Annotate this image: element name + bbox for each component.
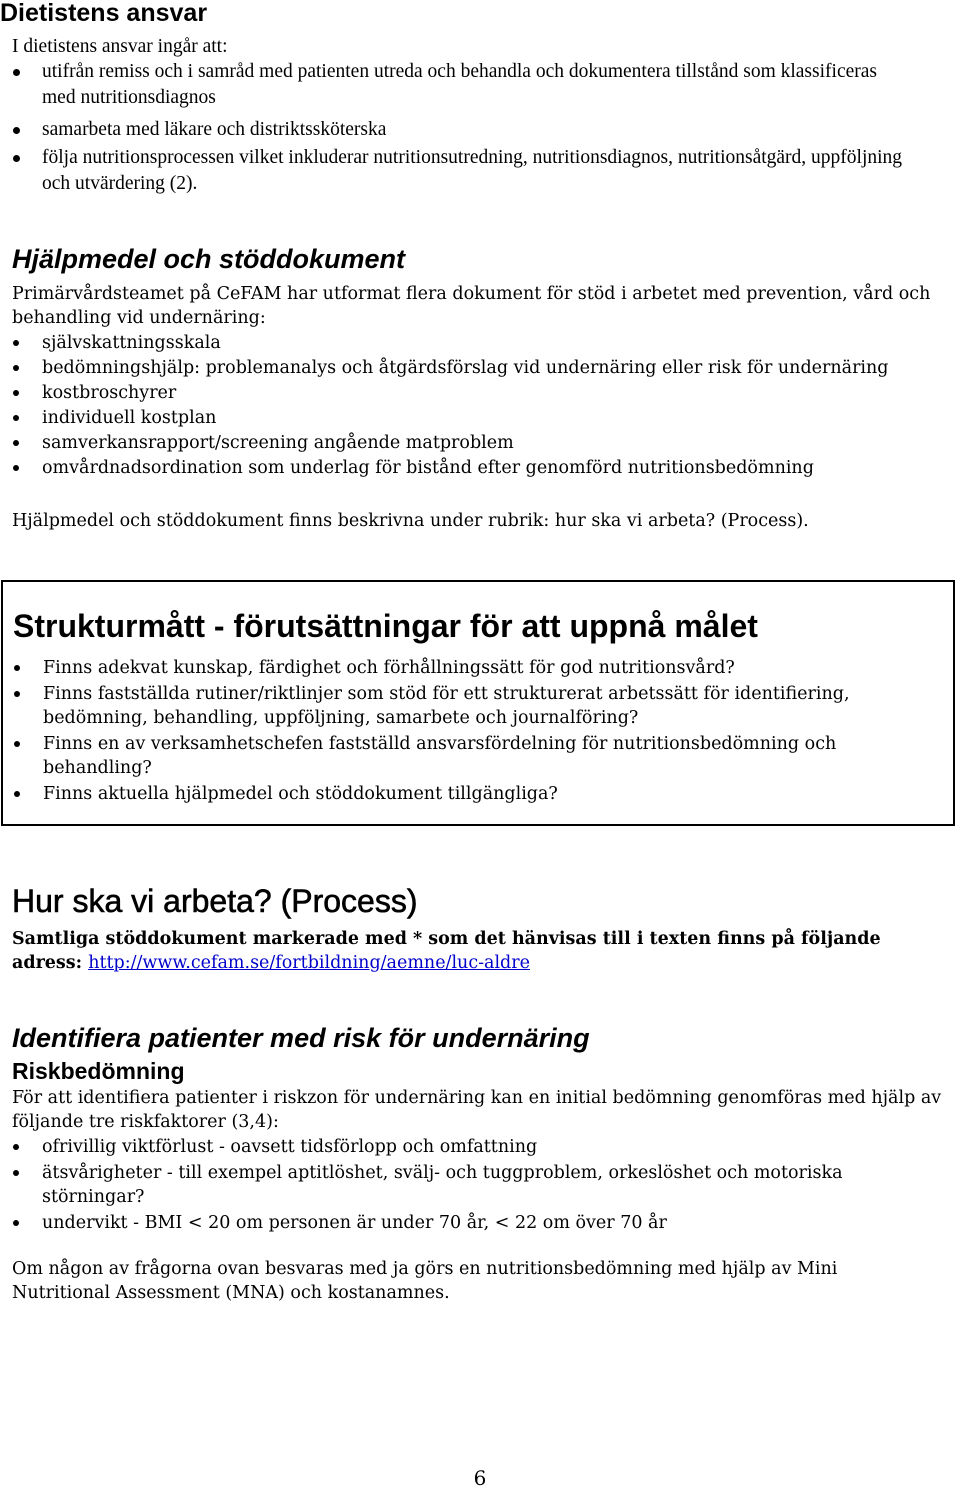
- section-heading-hjalpmedel: Hjälpmedel och stöddokument: [12, 244, 406, 274]
- list-item: Finns aktuella hjälpmedel och stöddokument tillgängliga?: [13, 782, 933, 806]
- identifiera-intro: För att identifiera patienter i riskzon för undernäring kan en initial bedömning genomföras med hjälp av följande tre riskfaktorer (3,4):: [12, 1088, 942, 1132]
- structure-box: [1, 580, 955, 826]
- section-heading-identifiera: Identifiera patienter med risk för undernäring: [12, 1023, 590, 1053]
- list-item: utifrån remiss och i samråd med patienten utreda och behandla och dokumentera tillstånd som klassificeras med nutritionsdiagnos: [12, 59, 912, 111]
- list-item: samverkansrapport/screening angående matproblem: [12, 431, 932, 456]
- process-text: Samtliga stöddokument markerade med * som det hänvisas till i texten finns på följande adress: http://www.cefam.se/fortbildning/aemne/luc-aldre: [12, 929, 881, 973]
- list-item: ofrivillig viktförlust - oavsett tidsförlopp och omfattning: [12, 1135, 912, 1159]
- list-item: Finns en av verksamhetschefen fastställd ansvarsfördelning för nutritionsbedömning och behandling?: [13, 732, 933, 780]
- bullet-icon: [13, 127, 20, 134]
- struktur-list: [13, 656, 933, 806]
- bullet-icon: [13, 390, 19, 396]
- riskfaktorer-list: [12, 1135, 912, 1235]
- bullet-icon: [13, 1220, 19, 1226]
- cefam-link[interactable]: http://www.cefam.se/fortbildning/aemne/luc-aldre: [88, 953, 530, 973]
- bullet-icon: [13, 1170, 19, 1176]
- list-item: följa nutritionsprocessen vilket inkluderar nutritionsutredning, nutritionsdiagnos, nutritionsåtgärd, uppföljning och utvärdering (2).: [12, 145, 912, 197]
- hjalpmedel-note: Hjälpmedel och stöddokument finns beskrivna under rubrik: hur ska vi arbeta? (Process).: [12, 511, 809, 531]
- list-item: Finns fastställda rutiner/riktlinjer som stöd för ett strukturerat arbetssätt för identifiering, bedömning, behandling, uppföljning, samarbete och journalföring?: [13, 682, 933, 730]
- section-heading-dietist: Dietistens ansvar: [0, 0, 208, 27]
- list-item: bedömningshjälp: problemanalys och åtgärdsförslag vid undernäring eller risk för undernäring: [12, 356, 932, 381]
- hjalpmedel-list: [12, 331, 932, 481]
- list-item: kostbroschyrer: [12, 381, 932, 406]
- bullet-icon: [13, 465, 19, 471]
- bullet-icon: [13, 365, 19, 371]
- subheading-riskbedomning: Riskbedömning: [12, 1058, 185, 1084]
- list-item: undervikt - BMI < 20 om personen är under 70 år, < 22 om över 70 år: [12, 1211, 912, 1235]
- dietist-list: [12, 59, 912, 197]
- section-heading-process: Hur ska vi arbeta? (Process): [12, 883, 418, 919]
- hjalpmedel-intro: Primärvårdsteamet på CeFAM har utformat flera dokument för stöd i arbetet med prevention, vård och behandling vid undernäring:: [12, 284, 931, 328]
- page-number: 6: [473, 1466, 487, 1490]
- bullet-icon: [13, 415, 19, 421]
- dietist-intro: I dietistens ansvar ingår att:: [12, 36, 228, 57]
- list-item: självskattningsskala: [12, 331, 932, 356]
- list-item: individuell kostplan: [12, 406, 932, 431]
- bullet-icon: [14, 791, 20, 797]
- bullet-icon: [14, 665, 20, 671]
- bullet-icon: [13, 440, 19, 446]
- section-heading-struktur: Strukturmått - förutsättningar för att uppnå målet: [13, 608, 758, 644]
- bullet-icon: [13, 1144, 19, 1150]
- bullet-icon: [13, 69, 20, 76]
- bullet-icon: [13, 155, 20, 162]
- identifiera-outro: Om någon av frågorna ovan besvaras med ja görs en nutritionsbedömning med hjälp av Mini Nutritional Assessment (MNA) och kostanamnes.: [12, 1259, 838, 1303]
- bullet-icon: [14, 691, 20, 697]
- list-item: ätsvårigheter - till exempel aptitlöshet, svälj- och tuggproblem, orkeslöshet och motoriska störningar?: [12, 1161, 912, 1209]
- list-item: samarbeta med läkare och distriktssköterska: [12, 117, 912, 143]
- bullet-icon: [13, 340, 19, 346]
- bullet-icon: [14, 741, 20, 747]
- list-item: omvårdnadsordination som underlag för bistånd efter genomförd nutritionsbedömning: [12, 456, 932, 481]
- list-item: Finns adekvat kunskap, färdighet och förhållningssätt för god nutritionsvård?: [13, 656, 933, 680]
